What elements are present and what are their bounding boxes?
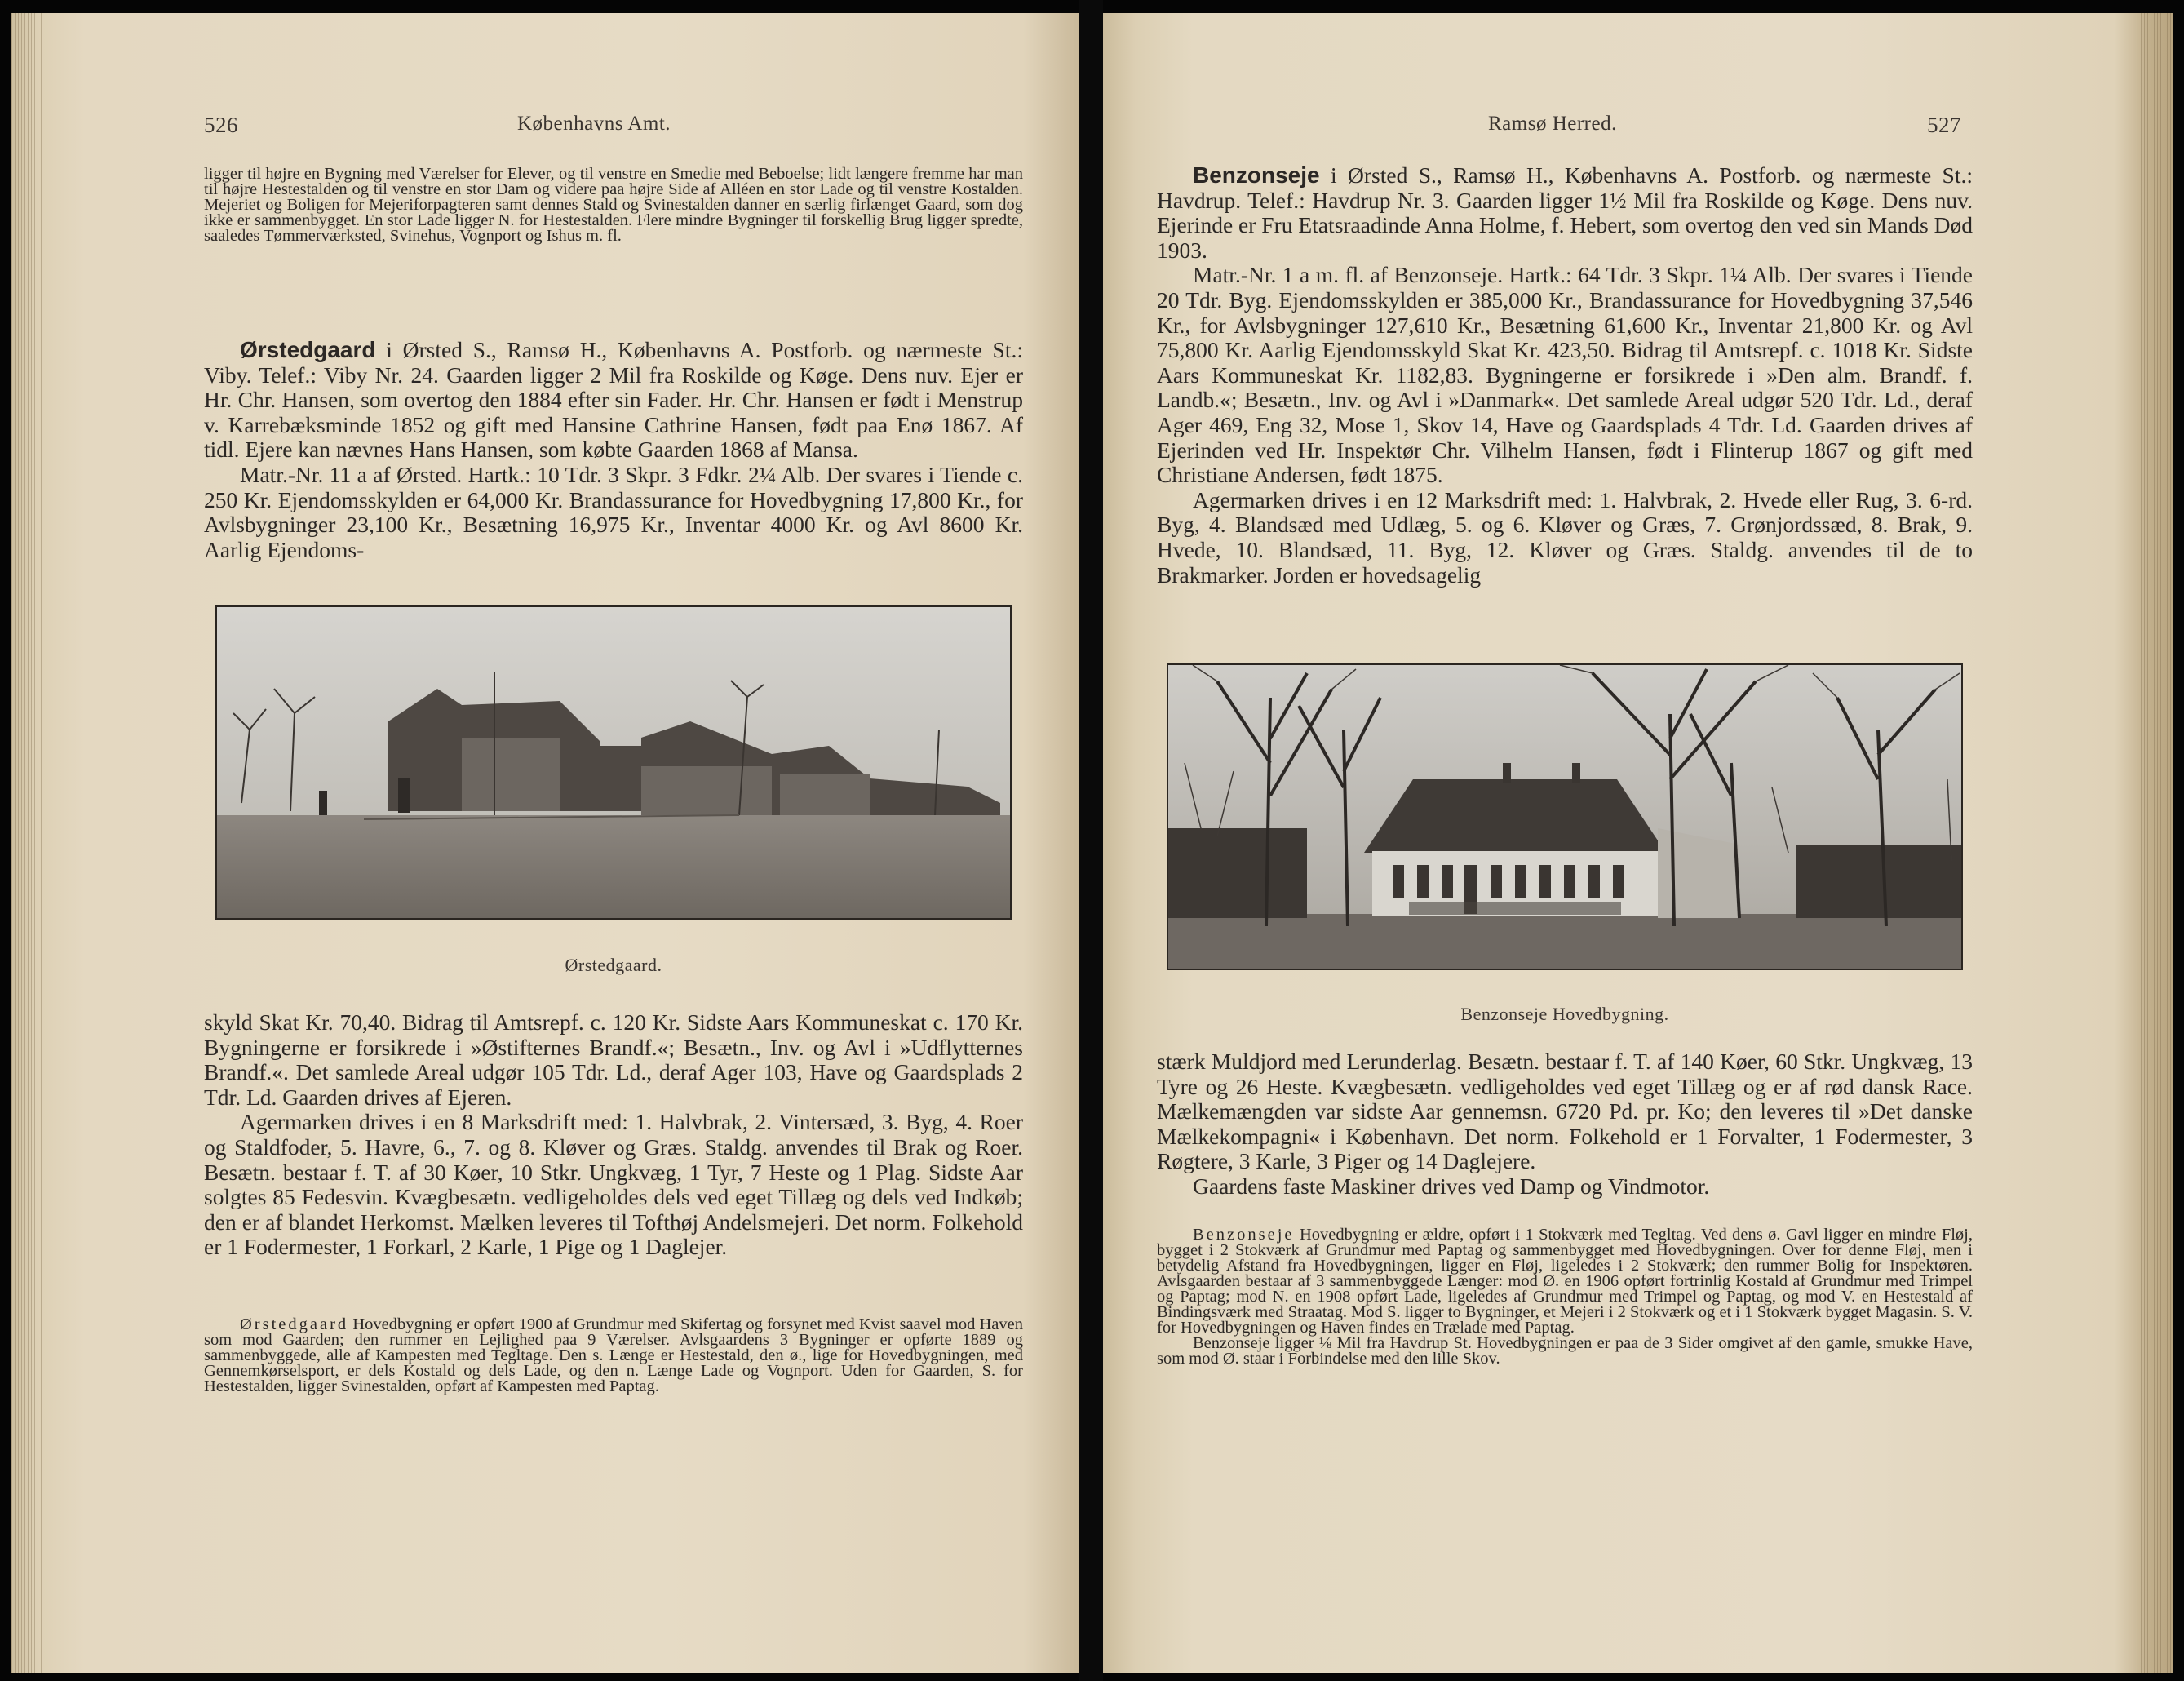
orstedgaard-entry-cont xyxy=(204,1010,1023,1260)
intro-text: ligger til højre en Bygning med Værelser for Elever, og til venstre en Smedie med Beboelse; lidt længere fremme har man til højre Hestestalden og til venstre en stor Dam og videre paa højre Side af Alléen en stor Lade og til venstre Kostalden. Mejeriet og Boligen for Mejeriforpagteren samt dennes Stald og Svinestalden danner en særlig firlænget Gaard, som dog ikke er sammenbygget. En stor Lade ligger N. for Hestestalden. Flere mindre Bygninger til forskellig Brug ligger spredte, saaledes Tømmerværksted, Svinehus, Vognport og Ishus m. fl. xyxy=(204,165,1023,245)
benzonseje-photo xyxy=(1167,663,1963,970)
benzonseje-entry xyxy=(1157,163,1973,588)
running-head: Københavns Amt. xyxy=(517,113,671,135)
note-name: Ørstedgaard xyxy=(240,1315,349,1333)
right-page xyxy=(1103,13,2173,1673)
entry-paragraph: i Ørsted S., Ramsø H., Københavns A. Postforb. og nærmeste St.: Viby. Telef.: Viby Nr. 24. Gaarden ligger 2 Mil fra Roskilde og Køge. Dens nuv. Ejer er Hr. Chr. Hansen, som overtog den 1884 efter sin Fader. Hr. Chr. Hansen er født i Menstrup v. Karrebæksminde 1852 og gift med Hansine Cathrine Hansen, født paa Enø 1867. Af tidl. Ejere kan nævnes Hans Hansen, som købte Gaarden 1868 af Mansa. xyxy=(204,337,1023,463)
photo-caption: Ørstedgaard. xyxy=(565,955,662,975)
book-spine xyxy=(1079,0,1103,1681)
entry-paragraph: Matr.-Nr. 11 a af Ørsted. Hartk.: 10 Tdr. 3 Skpr. 3 Fdkr. 2¼ Alb. Der svares i Tiende c. 250 Kr. Ejendomsskylden er 64,000 Kr. Brandassurance for Hovedbygning 17,800 Kr., for Avlsbygninger 23,100 Kr., Besætning 16,975 Kr., Inventar 4000 Kr. og Avl 8600 Kr. Aarlig Ejendoms- xyxy=(204,461,1023,562)
farm-image xyxy=(217,607,1012,920)
note-text: Hovedbygning er ældre, opført i 1 Stokværk med Tegltag. Ved dens ø. Gavl ligger en mindre Fløj, bygget i 2 Stokværk af Grundmur med Paptag og sammenbygget med Hovedbygningen. Over for denne Fløj, men i betydelig Afstand fra Hovedbygningen, ligger en Fløj, ligeledes i 2 Stokværk; den rummer Bolig for Inspektøren. Avlsgaarden bestaar af 3 sammenbyggede Længer: mod Ø. en 1906 opført fortrinlig Kostald af Grundmur med Trimpel og Paptag; mod N. en 1908 opført Lade, ligeledes af Grundmur med Trimpel og Paptag, og mod V. en Hestestald af Bindingsværk med Straatag. Mod S. ligger to Bygninger, et Mejeri i 2 Stokværk og et i 1 Stokværk bygget Magasin. S. V. for Hovedbygningen og Haven findes en Trælade med Paptag. xyxy=(1157,1226,1973,1337)
page-number: 526 xyxy=(204,113,238,137)
running-head: Ramsø Herred. xyxy=(1488,113,1617,135)
note-text: Benzonseje ligger ⅛ Mil fra Havdrup St. Hovedbygningen er paa de 3 Sider omgivet af den gamle, smukke Have, som mod Ø. staar i Forbindelse med den lille Skov. xyxy=(1157,1334,1973,1368)
entry-paragraph: Gaardens faste Maskiner drives ved Damp og Vindmotor. xyxy=(1193,1173,1710,1199)
entry-paragraph: stærk Muldjord med Lerunderlag. Besætn. bestaar f. T. af 140 Køer, 60 Stkr. Ungkvæg, 13 Tyre og 26 Heste. Kvægbesætn. vedligeholdes ved eget Tillæg og er af rød dansk Race. Mælkemængden var sidste Aar gennemsn. 6720 Pd. pr. Ko; den leveres til »Det danske Mælkekompagni« i København. Det norm. Folkehold er 1 Forvalter, 1 Fodermester, 3 Røgtere, 3 Karle, 3 Piger og 14 Daglejere. xyxy=(1157,1049,1973,1174)
benzonseje-entry-cont xyxy=(1157,1049,1973,1200)
entry-paragraph: i Ørsted S., Ramsø H., Københavns A. Postforb. og nærmeste St.: Havdrup. Telef.: Havdrup Nr. 3. Gaarden ligger 1½ Mil fra Roskilde og Køge. Dens nuv. Ejerinde er Fru Etatsraadinde Anna Holme, f. Hebert, som overtog den ved sin Mands Død 1903. xyxy=(1157,162,1973,263)
entry-paragraph: skyld Skat Kr. 70,40. Bidrag til Amtsrepf. c. 120 Kr. Sidste Aars Kommuneskat c. 170 Kr. Bygningerne er forsikrede i »Østifternes Brandf.«; Besætn., Inv. og Avl i »Udflytternes Brandf.«. Det samlede Areal udgør 105 Tdr. Ld., deraf Ager 103, Have og Gaardsplads 2 Tdr. Ld. Gaarden drives af Ejeren. xyxy=(204,1009,1023,1110)
note-text: Hovedbygning er opført 1900 af Grundmur med Skifertag og forsynet med Kvist saavel mod Haven som mod Gaarden; den rummer en Lejlighed paa 9 Værelser. Avlsgaardens 3 Bygninger er opførte 1889 og sammenbyggede, alle af Kampesten med Tegltage. Den s. Længe er Hestestald, den ø., lige for Hovedbygningen, med Gennemkørselsport, er dels Kostald og dels Lade, og den n. Længe Lade og Vognport. Uden for Gaarden, S. for Hestestalden, ligger Svinestalden, opført af Kampesten med Paptag. xyxy=(204,1315,1023,1395)
note-name: Benzonseje xyxy=(1193,1226,1295,1244)
orstedgaard-photo xyxy=(215,605,1012,920)
building-note xyxy=(204,1317,1023,1395)
manor-image xyxy=(1168,665,1963,970)
page-edge xyxy=(2141,13,2173,1673)
orstedgaard-entry xyxy=(204,338,1023,562)
page-number: 527 xyxy=(1927,113,1961,137)
intro-paragraph xyxy=(204,166,1023,244)
entry-paragraph: Agermarken drives i en 12 Marksdrift med: 1. Halvbrak, 2. Hvede eller Rug, 3. 6-rd. Byg, 4. Blandsæd med Udlæg, 5. og 6. Kløver og Græs, 7. Grønjordssæd, 8. Brak, 9. Hvede, 10. Blandsæd, 11. Byg, 12. Kløver og Græs. Staldg. anvendes til de to Brakmarker. Jorden er hovedsagelig xyxy=(1157,486,1973,588)
left-page xyxy=(11,13,1079,1673)
estate-heading: Benzonseje xyxy=(1193,162,1320,188)
entry-paragraph: Agermarken drives i en 8 Marksdrift med: 1. Halvbrak, 2. Vintersæd, 3. Byg, 4. Roer og Staldfoder, 5. Havre, 6., 7. og 8. Kløver og Græs. Staldg. anvendes til Brak og Roer. Besætn. bestaar f. T. af 30 Køer, 10 Stkr. Ungkvæg, 1 Tyr, 7 Heste og 1 Plag. Sidste Aar solgtes 85 Fedesvin. Kvægbesætn. vedligeholdes dels ved eget Tillæg og dels ved Indkøb; den er af blandet Herkomst. Mælken leveres til Tofthøj Andelsmejeri. Det norm. Folkehold er 1 Fodermester, 1 Forkarl, 2 Karle, 1 Pige og 1 Daglejer. xyxy=(204,1109,1023,1260)
estate-heading: Ørstedgaard xyxy=(240,337,376,362)
entry-paragraph: Matr.-Nr. 1 a m. fl. af Benzonseje. Hartk.: 64 Tdr. 3 Skpr. 1¼ Alb. Der svares i Tiende 20 Tdr. Byg. Ejendomsskylden er 385,000 Kr., Brandassurance for Hovedbygning 37,546 Kr., for Avlsbygninger 127,610 Kr., Besætning 61,600 Kr., Inventar 21,800 Kr. og Avl 75,800 Kr. Aarlig Ejendomsskyld Skat Kr. 423,50. Bidrag til Amtsrepf. c. 1018 Kr. Sidste Aars Kommuneskat Kr. 1182,83. Bygningerne er forsikrede i »Den alm. Brandf. f. Landb.«; Besætn., Inv. og Avl i »Danmark«. Det samlede Areal udgør 520 Tdr. Ld., deraf Ager 469, Eng 32, Mose 1, Skov 14, Have og Gaardsplads 4 Tdr. Ld. Gaarden drives af Ejerinden ved Hr. Inspektør Chr. Vilhelm Hansen, født i Flinterup 1867 og gift med Christiane Andersen, født 1875. xyxy=(1157,262,1973,488)
photo-caption: Benzonseje Hovedbygning. xyxy=(1460,1004,1669,1024)
building-note xyxy=(1157,1227,1973,1367)
page-edge xyxy=(11,13,44,1673)
